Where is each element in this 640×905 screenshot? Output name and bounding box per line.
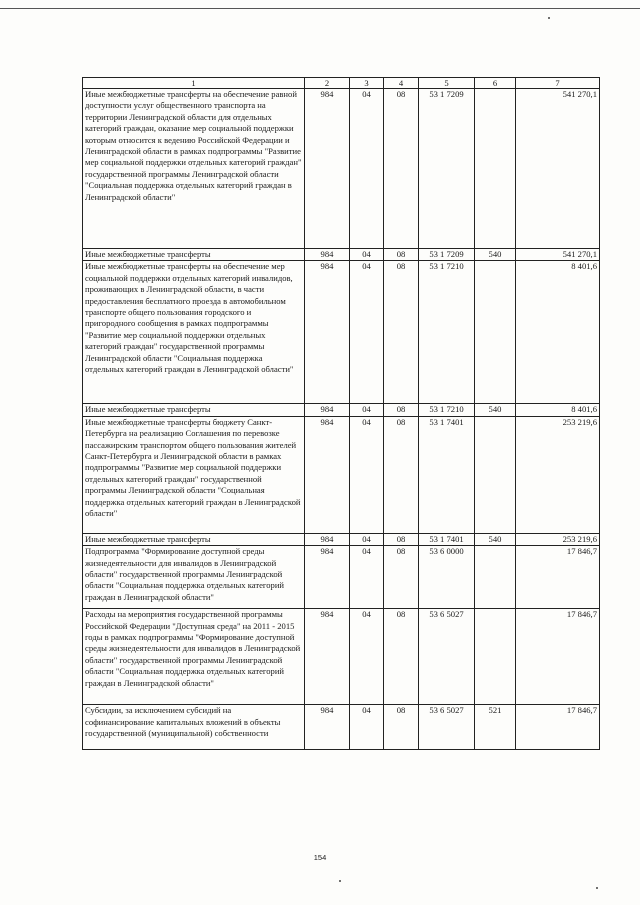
header-cell: 1 [83, 78, 305, 89]
subsection-cell: 08 [384, 404, 419, 416]
section-cell: 04 [350, 249, 384, 261]
table-row [83, 261, 600, 404]
target-item-cell: 53 1 7209 [419, 249, 475, 261]
target-item-cell: 53 1 7401 [419, 416, 475, 533]
subsection-cell: 08 [384, 261, 419, 404]
expense-type-cell: 540 [475, 249, 516, 261]
top-scan-border [0, 8, 640, 9]
amount-cell: 253 219,6 [516, 533, 600, 545]
section-cell: 04 [350, 705, 384, 750]
amount-cell: 541 270,1 [516, 249, 600, 261]
subsection-cell: 08 [384, 705, 419, 750]
target-item-cell: 53 6 5027 [419, 705, 475, 750]
section-cell: 04 [350, 404, 384, 416]
subsection-cell: 08 [384, 416, 419, 533]
header-cell: 4 [384, 78, 419, 89]
subsection-cell: 08 [384, 533, 419, 545]
target-item-cell: 53 1 7210 [419, 404, 475, 416]
table-row [83, 249, 600, 261]
target-item-cell: 53 1 7209 [419, 89, 475, 249]
target-item-cell: 53 1 7401 [419, 533, 475, 545]
table-row [83, 705, 600, 750]
expense-type-cell [475, 416, 516, 533]
header-cell: 6 [475, 78, 516, 89]
table-row [83, 533, 600, 545]
expense-type-cell: 540 [475, 404, 516, 416]
amount-cell: 17 846,7 [516, 609, 600, 705]
expense-type-cell [475, 261, 516, 404]
subsection-cell: 08 [384, 609, 419, 705]
header-cell: 5 [419, 78, 475, 89]
amount-cell: 17 846,7 [516, 546, 600, 609]
ministry-code-cell: 984 [305, 261, 350, 404]
ministry-code-cell: 984 [305, 416, 350, 533]
scan-speck [548, 17, 550, 19]
table-row [83, 546, 600, 609]
row-name-cell: Иные межбюджетные трансферты на обеспечение мер социальной поддержки отдельных категорий инвалидов, проживающих в Ленинградской области, в части предоставления бесплатного проезда в автомобильном транспорте общего пользования городского и пригородного сообщения в рамках подпрограммы "Развитие мер социальной поддержки отдельных категорий граждан" государственной программы Ленинградской области "Социальная поддержка отдельных категорий граждан в Ленинградской области" [83, 261, 305, 404]
row-name-cell: Иные межбюджетные трансферты на обеспечение равной доступности услуг общественного транспорта на территории Ленинградской области для отдельных категорий граждан, оказание мер социальной поддержки которым относится к ведению Российской Федерации и Ленинградской области в рамках подпрограммы "Развитие мер социальной поддержки отдельных категорий граждан" государственной программы Ленинградской области "Социальная поддержка отдельных категорий граждан в Ленинградской области" [83, 89, 305, 249]
budget-table [82, 77, 600, 750]
table-header-row [83, 78, 600, 89]
ministry-code-cell: 984 [305, 404, 350, 416]
ministry-code-cell: 984 [305, 249, 350, 261]
row-name-cell: Иные межбюджетные трансферты бюджету Санкт-Петербурга на реализацию Соглашения по перевозке пассажирским транспортом общего пользования жителей Санкт-Петербурга и Ленинградской области в рамках подпрограммы "Развитие мер социальной поддержки отдельных категорий граждан" государственной программы Ленинградской области "Социальная поддержка отдельных категорий граждан в Ленинградской области" [83, 416, 305, 533]
row-name-cell: Иные межбюджетные трансферты [83, 249, 305, 261]
expense-type-cell [475, 546, 516, 609]
table-row [83, 416, 600, 533]
section-cell: 04 [350, 609, 384, 705]
section-cell: 04 [350, 89, 384, 249]
target-item-cell: 53 6 5027 [419, 609, 475, 705]
ministry-code-cell: 984 [305, 705, 350, 750]
expense-type-cell: 521 [475, 705, 516, 750]
expense-type-cell: 540 [475, 533, 516, 545]
amount-cell: 8 401,6 [516, 404, 600, 416]
section-cell: 04 [350, 261, 384, 404]
subsection-cell: 08 [384, 249, 419, 261]
target-item-cell: 53 6 0000 [419, 546, 475, 609]
amount-cell: 17 846,7 [516, 705, 600, 750]
table-row [83, 404, 600, 416]
header-cell: 2 [305, 78, 350, 89]
header-cell: 3 [350, 78, 384, 89]
table-row [83, 89, 600, 249]
header-cell: 7 [516, 78, 600, 89]
expense-type-cell [475, 609, 516, 705]
row-name-cell: Субсидии, за исключением субсидий на софинансирование капитальных вложений в объекты государственной (муниципальной) собственности [83, 705, 305, 750]
amount-cell: 8 401,6 [516, 261, 600, 404]
row-name-cell: Расходы на мероприятия государственной программы Российской Федерации "Доступная среда" на 2011 - 2015 годы в рамках подпрограммы "Формирование доступной среды жизнедеятельности для инвалидов в Ленинградской области" государственной программы Ленинградской области "Социальная поддержка отдельных категорий граждан в Ленинградской области" [83, 609, 305, 705]
expense-type-cell [475, 89, 516, 249]
scan-speck [339, 880, 341, 882]
ministry-code-cell: 984 [305, 546, 350, 609]
table-row [83, 609, 600, 705]
ministry-code-cell: 984 [305, 533, 350, 545]
section-cell: 04 [350, 546, 384, 609]
section-cell: 04 [350, 416, 384, 533]
subsection-cell: 08 [384, 546, 419, 609]
page-number: 154 [313, 853, 327, 862]
row-name-cell: Иные межбюджетные трансферты [83, 533, 305, 545]
section-cell: 04 [350, 533, 384, 545]
target-item-cell: 53 1 7210 [419, 261, 475, 404]
scan-speck [596, 887, 598, 889]
row-name-cell: Подпрограмма "Формирование доступной среды жизнедеятельности для инвалидов в Ленинградской области" государственной программы Ленинградской области "Социальная поддержка отдельных категорий граждан в Ленинградской области" [83, 546, 305, 609]
amount-cell: 541 270,1 [516, 89, 600, 249]
subsection-cell: 08 [384, 89, 419, 249]
amount-cell: 253 219,6 [516, 416, 600, 533]
ministry-code-cell: 984 [305, 89, 350, 249]
row-name-cell: Иные межбюджетные трансферты [83, 404, 305, 416]
ministry-code-cell: 984 [305, 609, 350, 705]
